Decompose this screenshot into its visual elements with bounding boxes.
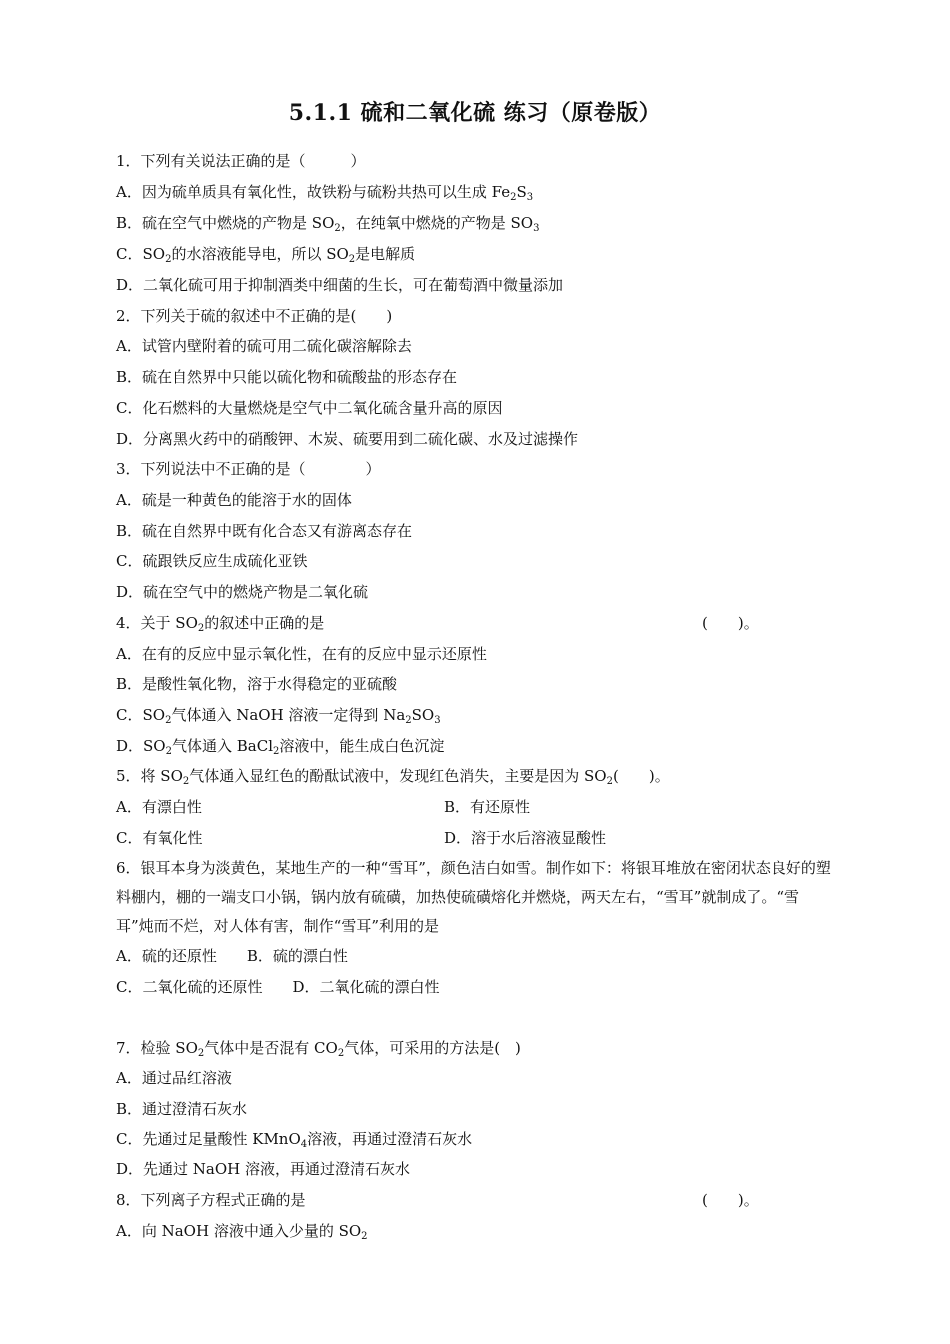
question-8-answer-paren: ( )。	[702, 1191, 759, 1209]
question-5-option-a: A．有漂白性	[116, 798, 202, 816]
question-3-option-d: D．硫在空气中的燃烧产物是二氧化硫	[116, 583, 369, 601]
question-2-option-a: A．试管内壁附着的硫可用二硫化碳溶解除去	[116, 337, 412, 355]
question-5-option-b: B．有还原性	[444, 798, 531, 816]
question-4-option-c: C．$SO_2$气体通入 NaOH 溶液一定得到 $Na_2SO_3$	[116, 706, 441, 726]
question-5-stem: 5．将 $SO_2$气体通入显红色的酚酞试液中，发现红色消失，主要是因为 $SO_2$( )。	[116, 767, 670, 787]
question-3-stem: 3．下列说法中不正确的是（ ）	[116, 460, 381, 478]
question-1-option-a: A．因为硫单质具有氧化性，故铁粉与硫粉共热可以生成 $Fe_2S_3$	[116, 183, 534, 203]
page-title: 5.1.1 硫和二氧化硫 练习（原卷版）	[288, 100, 662, 126]
question-7-option-d: D．先通过 NaOH 溶液，再通过澄清石灰水	[116, 1160, 411, 1178]
question-7-option-c: C．先通过足量酸性 KMnO$_4$溶液，再通过澄清石灰水	[116, 1130, 473, 1150]
question-4-option-d: D．$SO_2$气体通入 BaCl$_2$溶液中，能生成白色沉淀	[116, 737, 445, 757]
question-4-stem: 4．关于 $SO_2$的叙述中正确的是	[116, 614, 325, 634]
question-1-option-c: C．$SO_2$的水溶液能导电，所以 $SO_2$是电解质	[116, 245, 416, 265]
question-3-option-a: A．硫是一种黄色的能溶于水的固体	[116, 491, 352, 509]
question-8-option-a: A．向 NaOH 溶液中通入少量的 $SO_2$	[116, 1222, 368, 1242]
question-6-options-cd: C．二氧化硫的还原性 D．二氧化硫的漂白性	[116, 978, 440, 996]
question-7-stem: 7．检验 $SO_2$气体中是否混有 $CO_2$气体，可采用的方法是( )	[116, 1039, 521, 1059]
question-6-options-ab: A．硫的还原性 B．硫的漂白性	[116, 947, 348, 965]
question-7-option-b: B．通过澄清石灰水	[116, 1100, 248, 1118]
question-5-option-c: C．有氧化性	[116, 829, 203, 847]
question-8-stem: 8．下列离子方程式正确的是	[116, 1191, 306, 1209]
question-4-option-b: B．是酸性氧化物，溶于水得稳定的亚硫酸	[116, 675, 398, 693]
question-4-answer-paren: ( )。	[702, 614, 759, 632]
question-2-option-b: B．硫在自然界中只能以硫化物和硫酸盐的形态存在	[116, 368, 458, 386]
question-4-option-a: A．在有的反应中显示氧化性，在有的反应中显示还原性	[116, 645, 487, 663]
question-2-option-c: C．化石燃料的大量燃烧是空气中二氧化硫含量升高的原因	[116, 399, 503, 417]
question-7-option-a: A．通过品红溶液	[116, 1069, 232, 1087]
question-1-option-d: D．二氧化硫可用于抑制酒类中细菌的生长，可在葡萄酒中微量添加	[116, 276, 564, 294]
question-1-stem: 1．下列有关说法正确的是（ ）	[116, 152, 366, 170]
question-2-option-d: D．分离黑火药中的硝酸钾、木炭、硫要用到二硫化碳、水及过滤操作	[116, 430, 579, 448]
question-6-stem: 6．银耳本身为淡黄色，某地生产的一种“雪耳”，颜色洁白如雪。制作如下：将银耳堆放在密闭状态良好的塑料棚内，棚的一端支口小锅，锅内放有硫磺，加热使硫磺熔化并燃烧，两天左右，“雪耳”就制成了。“雪耳”炖而不烂，对人体有害，制作“雪耳”利用的是	[116, 859, 831, 935]
question-3-option-c: C．硫跟铁反应生成硫化亚铁	[116, 552, 308, 570]
question-5-option-d: D．溶于水后溶液显酸性	[444, 829, 607, 847]
question-1-option-b: B．硫在空气中燃烧的产物是 $SO_2$，在纯氧中燃烧的产物是 $SO_3$	[116, 214, 540, 234]
question-2-stem: 2．下列关于硫的叙述中不正确的是( )	[116, 307, 393, 325]
question-3-option-b: B．硫在自然界中既有化合态又有游离态存在	[116, 522, 413, 540]
